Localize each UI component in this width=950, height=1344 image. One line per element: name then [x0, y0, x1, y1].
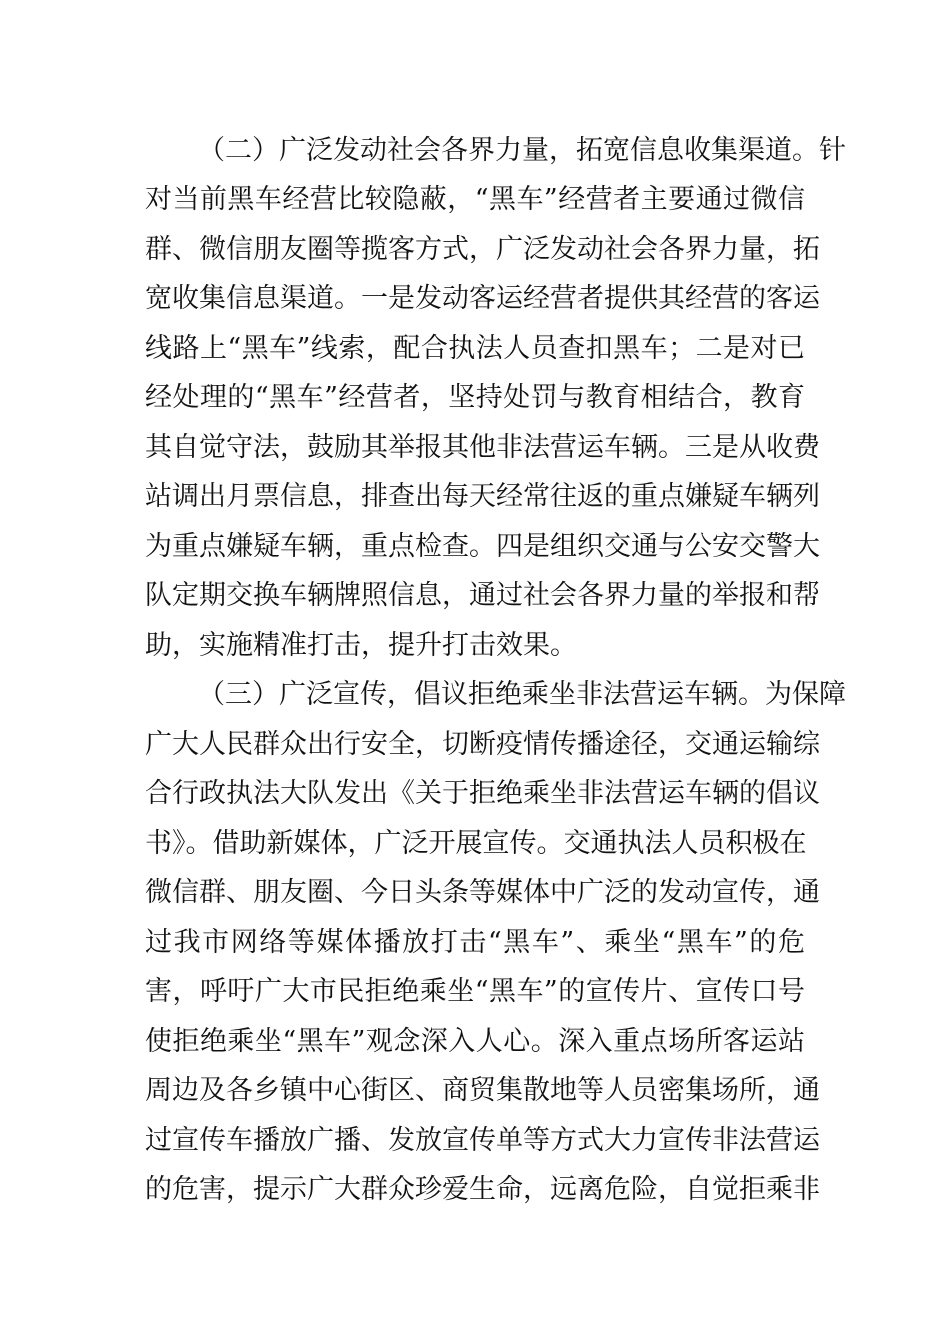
- paragraph-2-line-10: 队定期交换车辆牌照信息，通过社会各界力量的举报和帮: [145, 580, 820, 611]
- paragraph-2-line-9: 为重点嫌疑车辆，重点检查。四是组织交通与公安交警大: [145, 531, 820, 562]
- paragraph-3-line-2: 广大人民群众出行安全，切断疫情传播途径，交通运输综: [145, 729, 820, 760]
- paragraph-2-line-2: 对当前黑车经营比较隐蔽，“黑车”经营者主要通过微信: [145, 184, 805, 215]
- paragraph-3-line-3: 合行政执法大队发出《关于拒绝乘坐非法营运车辆的倡议: [145, 778, 820, 809]
- paragraph-2-line-7: 其自觉守法，鼓励其举报其他非法营运车辆。三是从收费: [145, 432, 820, 463]
- paragraph-2-line-6: 经处理的“黑车”经营者，坚持处罚与教育相结合，教育: [145, 382, 805, 413]
- paragraph-2-line-3: 群、微信朋友圈等揽客方式，广泛发动社会各界力量，拓: [145, 234, 820, 265]
- paragraph-3-line-8: 使拒绝乘坐“黑车”观念深入人心。深入重点场所客运站: [145, 1026, 805, 1057]
- paragraph-2-line-1: （二）广泛发动社会各界力量，拓宽信息收集渠道。针: [198, 135, 846, 166]
- paragraph-3-line-10: 过宣传车播放广播、发放宣传单等方式大力宣传非法营运: [145, 1125, 820, 1156]
- paragraph-3-line-6: 过我市网络等媒体播放打击“黑车”、乘坐“黑车”的危: [145, 927, 805, 958]
- paragraph-3-line-5: 微信群、朋友圈、今日头条等媒体中广泛的发动宣传，通: [145, 877, 820, 908]
- paragraph-2-line-8: 站调出月票信息，排查出每天经常往返的重点嫌疑车辆列: [145, 481, 820, 512]
- paragraph-3-line-11: 的危害，提示广大群众珍爱生命，远离危险，自觉拒乘非: [145, 1174, 820, 1205]
- paragraph-2-line-11: 助，实施精准打击，提升打击效果。: [145, 630, 577, 661]
- paragraph-3-line-1: （三）广泛宣传，倡议拒绝乘坐非法营运车辆。为保障: [198, 679, 846, 710]
- paragraph-2-line-5: 线路上“黑车”线索，配合执法人员查扣黑车；二是对已: [145, 333, 805, 364]
- paragraph-3-line-9: 周边及各乡镇中心街区、商贸集散地等人员密集场所，通: [145, 1075, 820, 1106]
- paragraph-3-line-4: 书》。借助新媒体，广泛开展宣传。交通执法人员积极在: [145, 828, 807, 859]
- paragraph-3-line-7: 害，呼吁广大市民拒绝乘坐“黑车”的宣传片、宣传口号: [145, 976, 805, 1007]
- paragraph-2-line-4: 宽收集信息渠道。一是发动客运经营者提供其经营的客运: [145, 283, 820, 314]
